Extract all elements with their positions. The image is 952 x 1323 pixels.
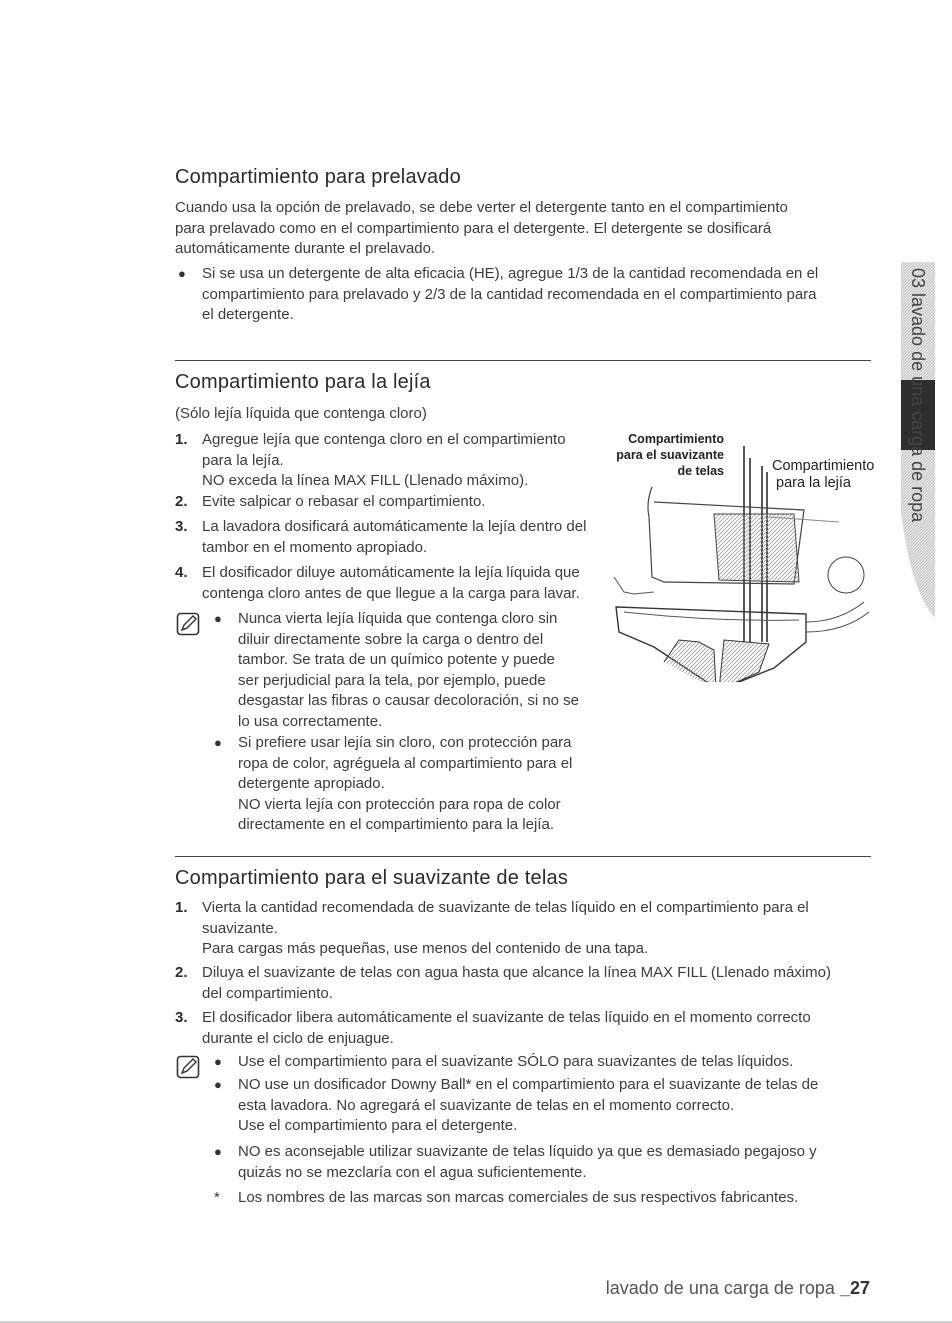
text-line: NO es aconsejable utilizar suavizante de telas líquido ya que es demasiado pegajoso y: [238, 1143, 817, 1160]
bleach-note-2: [238, 733, 572, 836]
softener-step-3: [202, 1008, 811, 1049]
step-number: 1.: [175, 899, 188, 916]
text-line: Si se usa un detergente de alta eficacia (HE), agregue 1/3 de la cantidad recomendada en el: [202, 265, 819, 282]
text-line: Vierta la cantidad recomendada de suavizante de telas líquido en el compartimiento para el: [202, 899, 809, 916]
prewash-paragraph: [175, 198, 788, 260]
bleach-step-4: [202, 563, 580, 604]
text-line: automáticamente durante el prelavado.: [175, 240, 436, 257]
softener-note-2: [238, 1075, 818, 1137]
text-line: suavizante.: [202, 919, 278, 937]
text-line: Si prefiere usar lejía sin cloro, con protección para: [238, 734, 572, 751]
bleach-note-1: [238, 609, 579, 732]
text-line: ropa de color, agréguela al compartimiento para el: [238, 754, 573, 772]
section-title-prewash: Compartimiento para prelavado: [175, 166, 461, 188]
step-number: 3.: [175, 1009, 188, 1026]
step-number: 1.: [175, 431, 188, 448]
prewash-bullet: [202, 264, 818, 326]
text-line: Evite salpicar o rebasar el compartimiento.: [202, 493, 486, 510]
text-line: el detergente.: [202, 306, 294, 323]
bullet-dot: ●: [214, 611, 222, 626]
text-line: Para cargas más pequeñas, use menos del contenido de una tapa.: [202, 940, 649, 957]
chapter-tab-label: 03 lavado de una carga de ropa: [908, 268, 928, 523]
bullet-dot: ●: [214, 1054, 222, 1069]
note-icon: [176, 1055, 200, 1079]
section-divider: [175, 360, 871, 361]
text-line: tambor en el momento apropiado.: [202, 538, 428, 556]
text-line: El dosificador diluye automáticamente la lejía líquida que: [202, 564, 580, 581]
text-line: diluir directamente sobre la carga o dentro del: [238, 630, 544, 648]
softener-note-3: [238, 1142, 817, 1183]
text-line: compartimiento para prelavado y 2/3 de la cantidad recomendada en el compartimiento para: [202, 285, 817, 303]
label-line: de telas: [677, 464, 724, 478]
label-line: Compartimiento: [628, 432, 724, 446]
softener-step-2: [202, 963, 831, 1004]
softener-step-1: [202, 898, 809, 960]
text-line: desgastar las fibras o causar decoloración, si no se: [238, 692, 580, 709]
bleach-subtitle: (Sólo lejía líquida que contenga cloro): [175, 405, 427, 422]
label-bleach: [772, 458, 874, 492]
text-line: quizás no se mezclaría con el agua suficientemente.: [238, 1163, 587, 1181]
bullet-dot: ●: [178, 266, 186, 281]
text-line: Use el compartimiento para el suavizante SÓLO para suavizantes de telas líquidos.: [238, 1053, 794, 1070]
footnote: Los nombres de las marcas son marcas comerciales de sus respectivos fabricantes.: [238, 1189, 799, 1206]
bullet-dot: ●: [214, 1144, 222, 1159]
label-softener-3: [624, 464, 724, 478]
footer-chapter: lavado de una carga de ropa: [605, 1278, 835, 1298]
text-line: Diluya el suavizante de telas con agua hasta que alcance la línea MAX FILL (Llenado máximo): [202, 964, 831, 981]
text-line: tambor. Se trata de un químico potente y puede: [238, 651, 555, 668]
bullet-dot: ●: [214, 735, 222, 750]
bleach-step-1: [202, 430, 566, 492]
note-icon: [176, 612, 200, 636]
text-line: Cuando usa la opción de prelavado, se debe verter el detergente tanto en el compartimiento: [175, 199, 788, 216]
step-number: 2.: [175, 493, 188, 510]
step-number: 3.: [175, 518, 188, 535]
text-line: ser perjudicial para la tela, por ejemplo, puede: [238, 671, 546, 689]
text-line: Agregue lejía que contenga cloro en el compartimiento: [202, 431, 566, 448]
text-line: directamente en el compartimiento para la lejía.: [238, 816, 554, 833]
page-footer: [606, 1278, 870, 1299]
text-line: esta lavadora. No agregará el suavizante de telas en el momento correcto.: [238, 1096, 735, 1114]
section-title-softener: Compartimiento para el suavizante de telas: [175, 867, 569, 889]
text-line: Nunca vierta lejía líquida que contenga cloro sin: [238, 610, 558, 627]
text-line: para la lejía.: [202, 451, 284, 469]
label-line: Compartimiento: [772, 458, 875, 474]
text-line: La lavadora dosificará automáticamente la lejía dentro del: [202, 518, 587, 535]
step-number: 2.: [175, 964, 188, 981]
section-divider: [175, 856, 871, 857]
label-line: para la lejía: [776, 475, 851, 491]
text-line: contenga cloro antes de que llegue a la carga para lavar.: [202, 584, 580, 602]
text-line: Use el compartimiento para el detergente.: [238, 1117, 518, 1134]
label-softener: [624, 432, 724, 446]
page-number: _27: [839, 1278, 870, 1298]
bleach-step-3: [202, 517, 586, 558]
text-line: detergente apropiado.: [238, 775, 385, 792]
bleach-step-2: [202, 492, 485, 513]
text-line: durante el ciclo de enjuague.: [202, 1029, 394, 1047]
text-line: NO vierta lejía con protección para ropa de color: [238, 795, 561, 813]
text-line: lo usa correctamente.: [238, 712, 383, 730]
text-line: para prelavado como en el compartimiento para el detergente. El detergente se dosificará: [175, 219, 772, 237]
text-line: del compartimiento.: [202, 984, 333, 1002]
bullet-dot: ●: [214, 1077, 222, 1092]
footnote-mark: *: [214, 1189, 220, 1206]
softener-note-1: [238, 1052, 793, 1073]
label-softener-2: [610, 448, 724, 462]
step-number: 4.: [175, 564, 188, 581]
label-line: para el suavizante: [616, 448, 724, 462]
section-title-bleach: Compartimiento para la lejía: [175, 371, 431, 393]
text-line: NO use un dosificador Downy Ball* en el compartimiento para el suavizante de telas de: [238, 1076, 819, 1093]
text-line: El dosificador libera automáticamente el suavizante de telas líquido en el momento correcto: [202, 1009, 811, 1026]
text-line: NO exceda la línea MAX FILL (Llenado máximo).: [202, 472, 529, 489]
